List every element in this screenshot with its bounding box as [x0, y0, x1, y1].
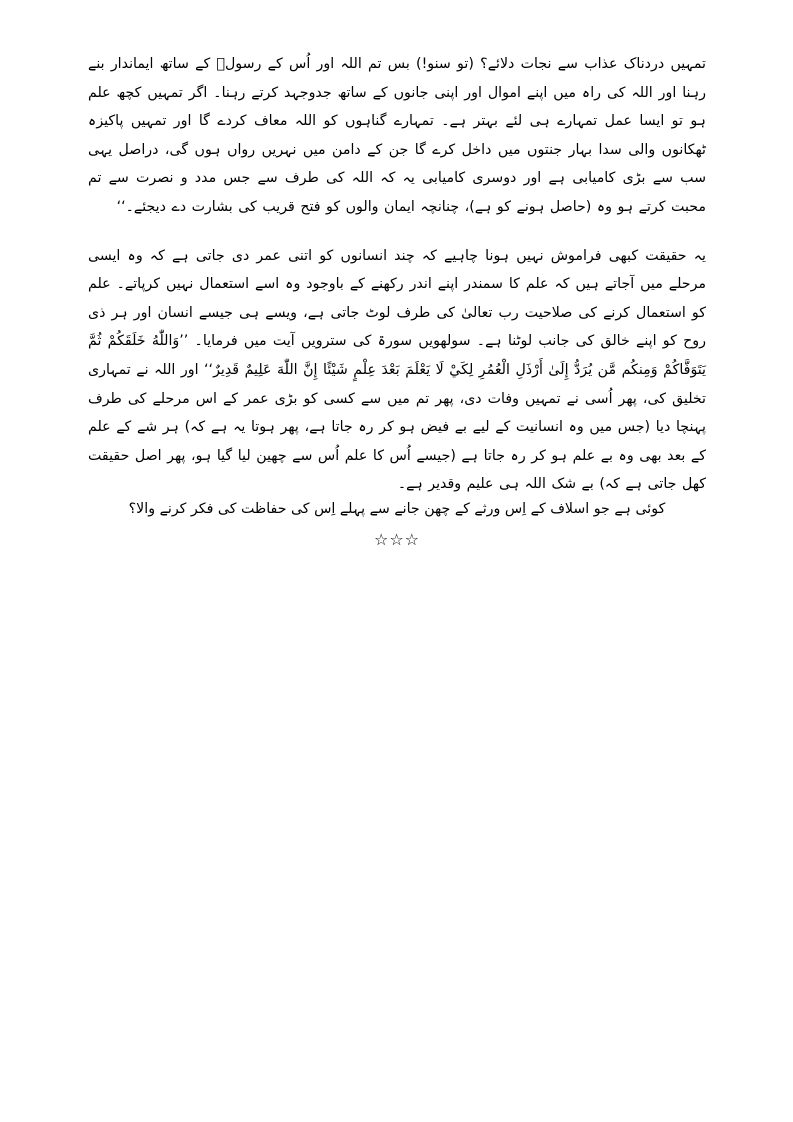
document-body: [88, 50, 706, 499]
paragraph-quran-promise: تمہیں دردناک عذاب سے نجات دلائے؟ (تو سنو!) بس تم اللہ اور اُس کے رسولؐ کے ساتھ ایماندار بنے رہنا اور اللہ کی راہ میں اپنے اموال اور اپنی جانوں کے ساتھ جدوجہد کرتے رہنا۔ اگر تمہیں کچھ علم ہو تو ایسا عمل تمہارے ہی لئے بہتر ہے۔ تمہارے گناہوں کو اللہ معاف کردے گا اور تمہیں پاکیزہ ٹھکانوں والی سدا بہار جنتوں میں داخل کرے گا جن کے دامن میں نہریں رواں ہوں گی، دراصل یہی سب سے بڑی کامیابی ہے اور دوسری کامیابی یہ کہ اللہ کی طرف سے جس مدد و نصرت سے تم محبت کرتے ہو وہ (حاصل ہونے کو ہے)، چنانچہ ایمان والوں کو فتح قریب کی بشارت دے دیجئے۔‘‘: [88, 56, 706, 215]
closing-question: کوئی ہے جو اسلاف کے اِس ورثے کے چھن جانے سے پہلے اِس کی حفاظت کی فکر کرنے والا؟: [128, 501, 666, 517]
section-separator-stars: ☆☆☆: [373, 530, 421, 549]
paragraph-knowledge-and-age: یہ حقیقت کبھی فراموش نہیں ہونا چاہیے کہ چند انسانوں کو اتنی عمر دی جاتی ہے کہ وہ ایسی مرحلے میں آجاتے ہیں کہ علم کا سمندر اپنے اندر رکھنے کے باوجود وہ اسے استعمال نہیں کرپاتے۔ علم کو استعمال کرنے کی صلاحیت رب تعالیٰ کی طرف لوٹ جاتی ہے، ویسے ہی جیسے انسان اور ہر ذی روح کو اپنے خالق کی جانب لوٹنا ہے۔ سولھویں سورۃ کی سترویں آیت میں فرمایا۔ ’’وَاللّٰهُ خَلَقَكُمْ ثُمَّ يَتَوَفَّاكُمْ وَمِنكُم مَّن يُرَدُّ إِلَىٰ أَرْذَلِ الْعُمُرِ لِكَيْ لَا يَعْلَمَ بَعْدَ عِلْمٍ شَيْئًا إِنَّ اللّٰهَ عَلِيمٌ قَدِيرٌ‘‘ اور اللہ نے تمہاری تخلیق کی، پھر اُسی نے تمہیں وفات دی، پھر تم میں سے کسی کو بڑی عمر کے اس مرحلے کی طرف پہنچا دیا (جس میں وہ انسانیت کے لیے بے فیض ہو کر رہ جاتا ہے، پھر ہوتا یہ ہے کہ) ہر شے کے علم کے بعد بھی وہ بے علم ہو کر رہ جاتا ہے (جیسے اُس کا علم اُس سے چھین لیا گیا ہو، پھر اصل حقیقت کھل جاتی ہے کہ) بے شک اللہ ہی علیم وقدیر ہے۔: [88, 247, 706, 493]
